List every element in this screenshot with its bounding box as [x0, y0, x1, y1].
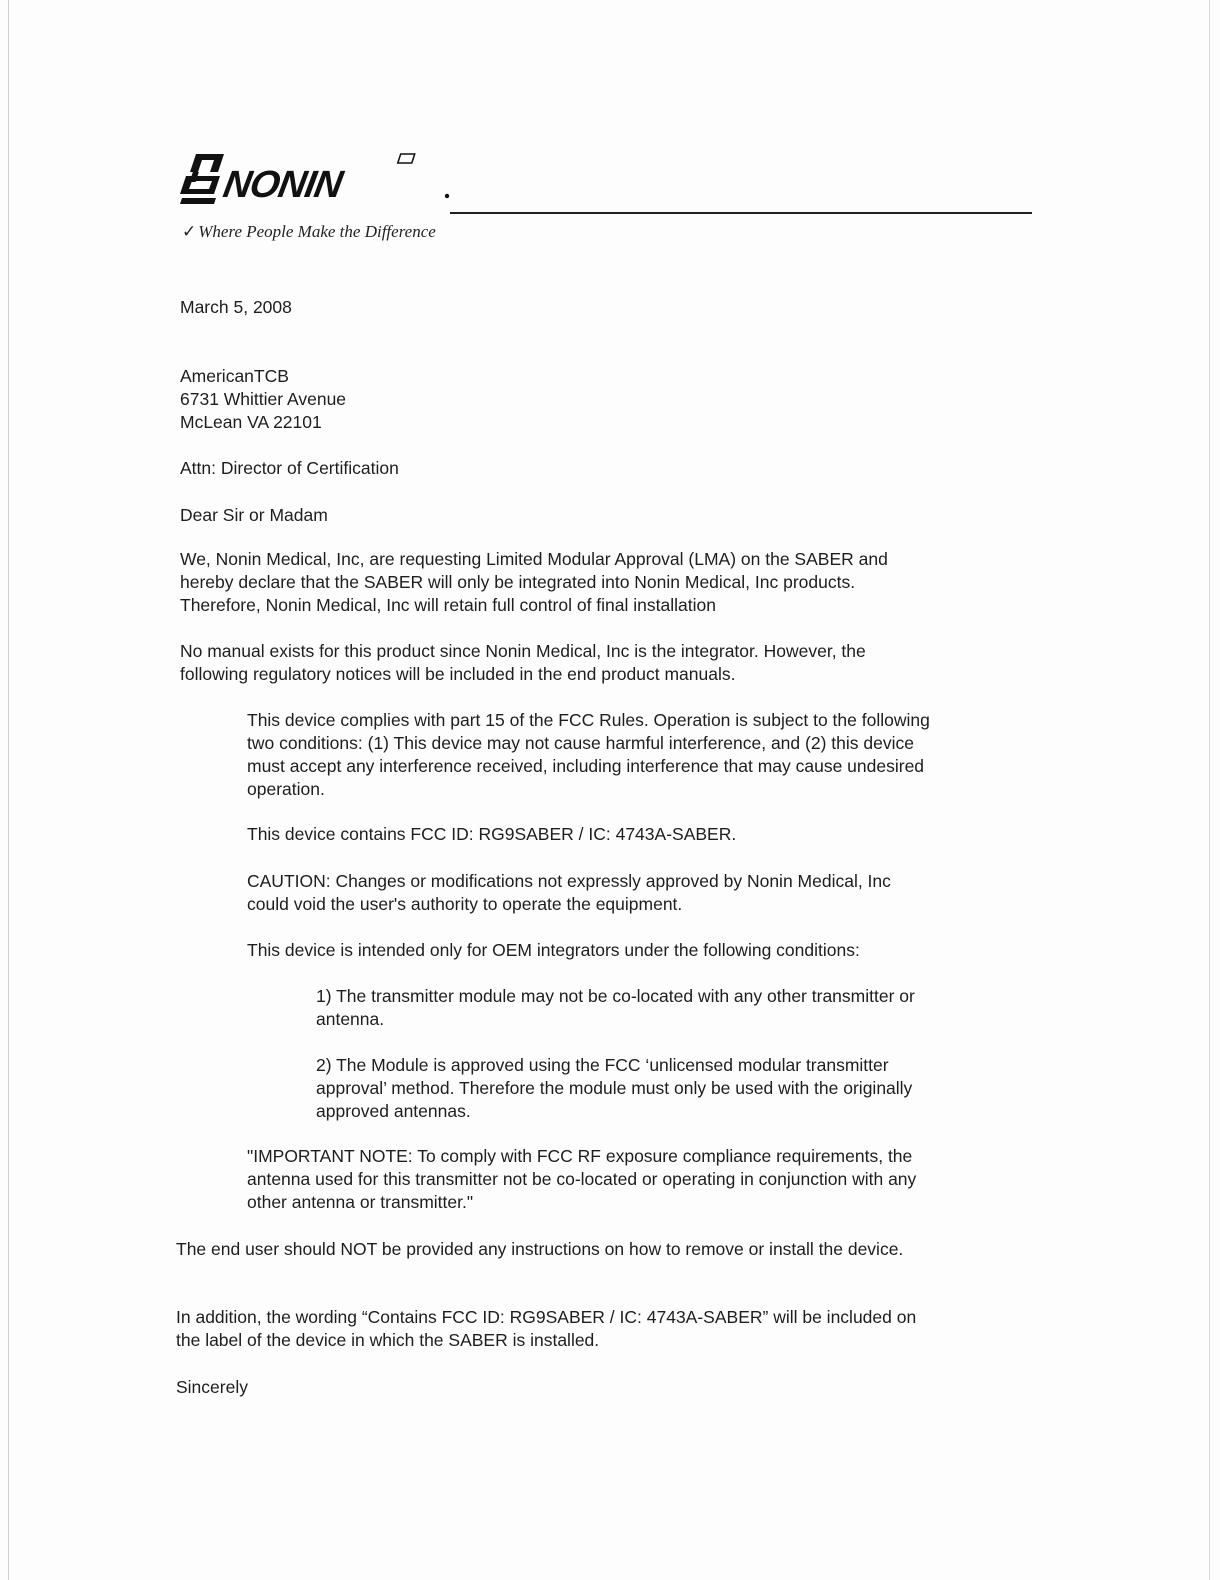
logo-wordmark: NONIN — [220, 163, 346, 206]
checkmark-icon: ✓ — [182, 222, 197, 241]
nonin-logo — [180, 150, 470, 210]
condition-1: 1) The transmitter module may not be co-located with any other transmitter or antenna. — [316, 986, 915, 1029]
tagline-text: Where People Make the Difference — [198, 222, 436, 241]
scan-edge-right — [1209, 0, 1210, 1580]
notice-oem: This device is intended only for OEM integrators under the following conditions: — [247, 940, 860, 960]
tagline — [182, 222, 436, 242]
condition-2: 2) The Module is approved using the FCC ‘unlicensed modular transmitter approval’ method. Therefore the module must only be used with the originally approved antennas. — [316, 1055, 913, 1121]
paragraph-label: In addition, the wording “Contains FCC ID: RG9SABER / IC: 4743A-SABER” will be included on the label of the device in which the SABER is installed. — [176, 1307, 917, 1350]
closing: Sincerely — [176, 1377, 248, 1397]
attention-line: Attn: Director of Certification — [180, 458, 399, 478]
salutation: Dear Sir or Madam — [180, 505, 328, 525]
letter-date: March 5, 2008 — [180, 297, 292, 317]
paragraph-end-user: The end user should NOT be provided any instructions on how to remove or install the device. — [176, 1239, 904, 1259]
recipient-line-1: AmericanTCB — [180, 366, 289, 386]
notice-caution: CAUTION: Changes or modifications not expressly approved by Nonin Medical, Inc could void the user's authority to operate the equipment. — [247, 871, 891, 914]
notice-part15: This device complies with part 15 of the FCC Rules. Operation is subject to the following two conditions: (1) This device may not cause harmful interference, and (2) this device must accept any interference received, including interference that may cause undesired operation. — [247, 710, 930, 799]
scan-edge-left — [8, 0, 9, 1580]
paragraph-request: We, Nonin Medical, Inc, are requesting Limited Modular Approval (LMA) on the SABER and hereby declare that the SABER will only be integrated into Nonin Medical, Inc products. Therefore, Nonin Medical, Inc will retain full control of final installation — [180, 549, 888, 615]
notice-important: "IMPORTANT NOTE: To comply with FCC RF exposure compliance requirements, the antenna used for this transmitter not be co-located or operating in conjunction with any other antenna or transmitter." — [247, 1146, 917, 1212]
letterhead-rule — [450, 212, 1032, 214]
notice-fcc-id: This device contains FCC ID: RG9SABER / IC: 4743A-SABER. — [247, 824, 737, 844]
paragraph-manual: No manual exists for this product since Nonin Medical, Inc is the integrator. However, the following regulatory notices will be included in the end product manuals. — [180, 641, 866, 684]
recipient-line-2: 6731 Whittier Avenue — [180, 389, 347, 409]
recipient-line-3: McLean VA 22101 — [180, 412, 322, 432]
